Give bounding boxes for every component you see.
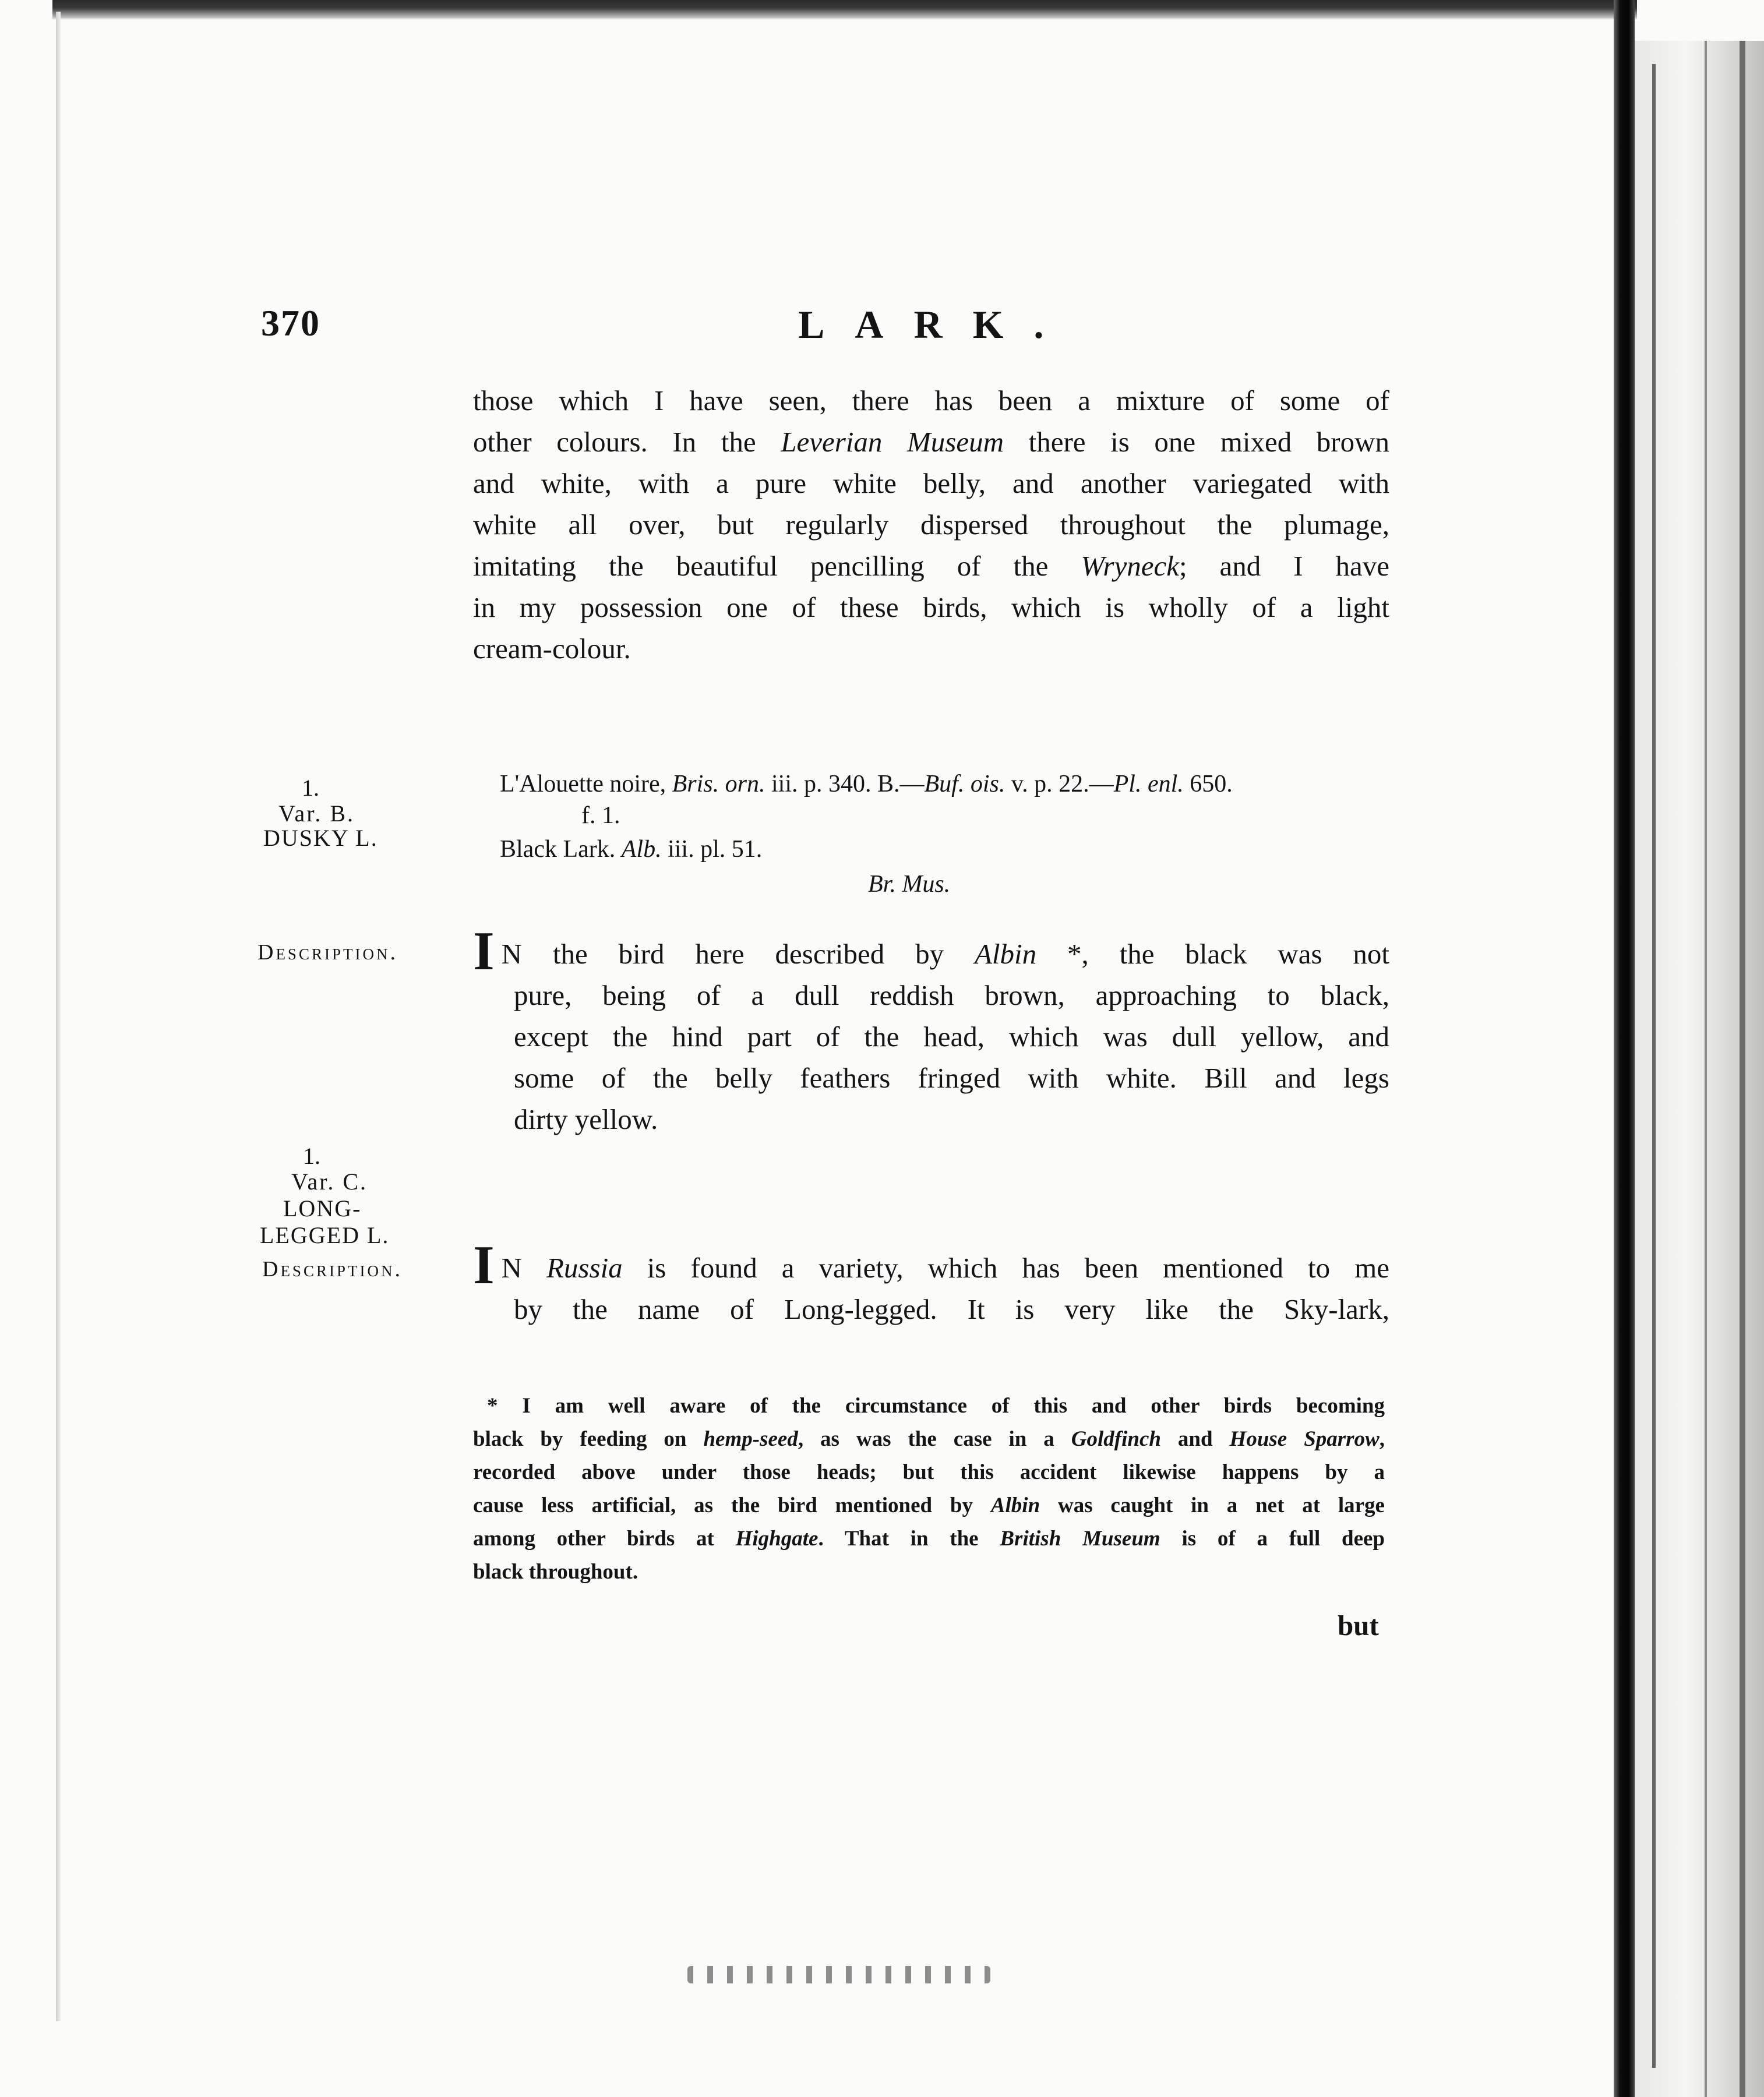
text-line: and white, with a pure white belly, and another variegated with: [473, 467, 1389, 499]
footnote-line: cause less artificial, as the bird mentioned by Albin was caught in a net at large: [473, 1494, 1385, 1517]
text-line: white all over, but regularly dispersed throughout the plumage,: [473, 509, 1389, 541]
synonym-line-1: L'Alouette noire, Bris. orn. iii. p. 340. B.—Buf. ois. v. p. 22.—Pl. enl. 650.: [500, 771, 1233, 797]
page-number: 370: [261, 302, 320, 344]
drop-cap: I: [473, 1235, 495, 1295]
text-line: in my possession one of these birds, which is wholly of a light: [473, 591, 1389, 623]
margin-description-b: Description.: [257, 940, 398, 965]
page-left-edge: [56, 12, 61, 2021]
synonym-line-1-cont: f. 1.: [581, 802, 620, 829]
margin-variety-c: Var. C.: [291, 1168, 368, 1195]
paragraph-var-b: [473, 921, 1389, 1140]
margin-name-long: LONG-: [283, 1195, 362, 1222]
synonym-line-2: Black Lark. Alb. iii. pl. 51.: [500, 836, 763, 863]
book-gutter-shadow: [1614, 0, 1635, 2097]
text-line: other colours. In the Leverian Museum there is one mixed brown: [473, 426, 1390, 458]
footnote-line: black throughout.: [473, 1560, 638, 1584]
text-line: imitating the beautiful pencilling of the Wryneck; and I have: [473, 550, 1389, 582]
text-line: some of the belly feathers fringed with white. Bill and legs: [514, 1062, 1389, 1094]
footnote-line: black by feeding on hemp-seed, as was the case in a Goldfinch and House Sparrow,: [473, 1427, 1385, 1451]
bottom-edge-marks: [687, 1966, 990, 1983]
synonym-location: Br. Mus.: [868, 871, 951, 898]
catchword: but: [1338, 1609, 1379, 1641]
text-line: those which I have seen, there has been a mixture of some of: [473, 384, 1389, 416]
text-line: by the name of Long-legged. It is very like the Sky-lark,: [514, 1293, 1389, 1325]
text-line: except the hind part of the head, which was dull yellow, and: [514, 1021, 1389, 1053]
adjacent-page-edge: [1635, 41, 1764, 2097]
text-line: cream-colour.: [473, 633, 631, 665]
footnote-line: among other birds at Highgate. That in the British Museum is of a full deep: [473, 1527, 1385, 1551]
margin-description-c: Description.: [262, 1257, 403, 1282]
margin-name-legged: LEGGED L.: [260, 1222, 390, 1248]
margin-name-dusky: DUSKY L.: [263, 825, 378, 851]
paragraph-continuation: [473, 380, 1389, 669]
text-line: I N Russia is found a variety, which has been mentioned to me: [473, 1235, 1389, 1295]
text-line: pure, being of a dull reddish brown, approaching to black,: [514, 979, 1389, 1011]
footnote: [473, 1389, 1385, 1588]
running-head: LARK.: [798, 302, 1074, 347]
footnote-line: * I am well aware of the circumstance of this and other birds becoming: [487, 1394, 1385, 1418]
footnote-line: recorded above under those heads; but this accident likewise happens by a: [473, 1460, 1385, 1484]
margin-number-c: 1.: [303, 1143, 320, 1169]
paragraph-var-c: [473, 1235, 1389, 1330]
margin-number-b: 1.: [302, 775, 319, 801]
text-line: dirty yellow.: [514, 1103, 658, 1135]
margin-variety-b: Var. B.: [278, 800, 355, 827]
page-top-edge-shadow: [52, 0, 1637, 20]
drop-cap: I: [473, 921, 495, 982]
text-line: I N the bird here described by Albin *, the black was not: [473, 921, 1389, 982]
